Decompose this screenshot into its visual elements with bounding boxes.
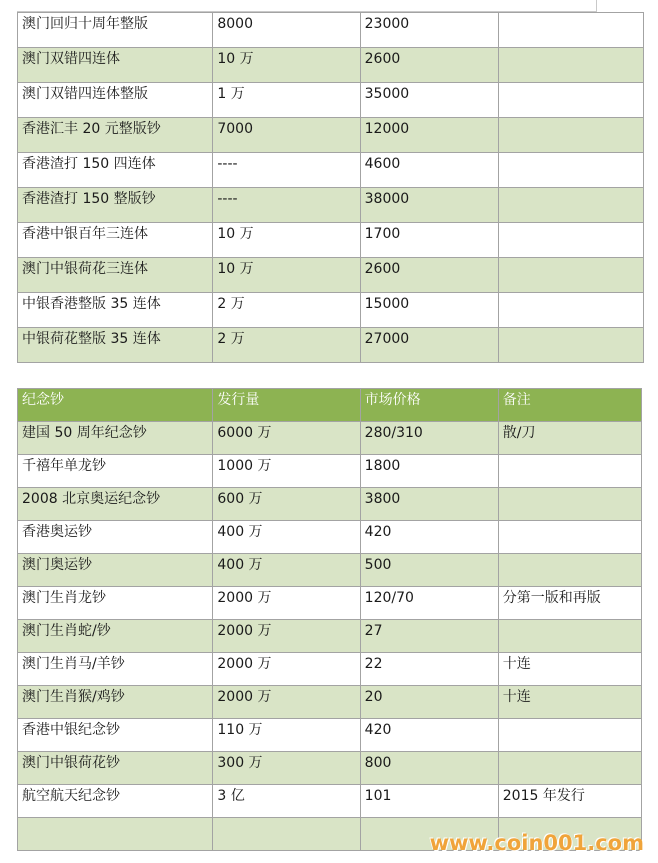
table-cell-price: 27 bbox=[360, 620, 498, 653]
table-cell-price: 23000 bbox=[360, 13, 498, 48]
table-cell-name: 中银荷花整版 35 连体 bbox=[18, 328, 213, 363]
table-cell-name: 2008 北京奥运纪念钞 bbox=[18, 488, 213, 521]
table-cell-issue: 2000 万 bbox=[213, 587, 360, 620]
table-cell-name: 澳门中银荷花三连体 bbox=[18, 258, 213, 293]
table-cell-note: 十连 bbox=[498, 653, 641, 686]
table-cell-price: 500 bbox=[360, 554, 498, 587]
table-cell-issue: 600 万 bbox=[213, 488, 360, 521]
table-cell-issue: 2 万 bbox=[213, 328, 360, 363]
table-row bbox=[18, 587, 642, 620]
table-cell-issue: 2000 万 bbox=[213, 620, 360, 653]
column-header-issue: 发行量 bbox=[213, 389, 360, 422]
table-cell-price: 12000 bbox=[360, 118, 498, 153]
table-cell-name: 航空航天纪念钞 bbox=[18, 785, 213, 818]
table-cell-issue: 10 万 bbox=[213, 48, 360, 83]
table-cell-issue: 2000 万 bbox=[213, 653, 360, 686]
table-cell-price: 1700 bbox=[360, 223, 498, 258]
table-cell-price: 101 bbox=[360, 785, 498, 818]
table-cell-price: 15000 bbox=[360, 293, 498, 328]
table-cell-price: 35000 bbox=[360, 83, 498, 118]
table-cell-name: 中银香港整版 35 连体 bbox=[18, 293, 213, 328]
table-cell-note bbox=[498, 488, 641, 521]
table-row bbox=[18, 521, 642, 554]
table-cell-name: 澳门生肖蛇/钞 bbox=[18, 620, 213, 653]
table-cell-note bbox=[498, 328, 643, 363]
table-cell-price: 2600 bbox=[360, 258, 498, 293]
table-cell-issue: 6000 万 bbox=[213, 422, 360, 455]
table-cell-price: 27000 bbox=[360, 328, 498, 363]
table-row bbox=[18, 422, 642, 455]
table-row bbox=[18, 328, 644, 363]
table-cell-issue: 400 万 bbox=[213, 521, 360, 554]
table-cell-name: 澳门生肖马/羊钞 bbox=[18, 653, 213, 686]
table-cell-price: 420 bbox=[360, 521, 498, 554]
table-cell-price: 120/70 bbox=[360, 587, 498, 620]
table-cell-issue: 400 万 bbox=[213, 554, 360, 587]
table-cell-note bbox=[498, 118, 643, 153]
table-cell-name: 澳门奥运钞 bbox=[18, 554, 213, 587]
table-cell-price: 3800 bbox=[360, 488, 498, 521]
table-cell-issue bbox=[213, 818, 360, 851]
table-cell-note: 十连 bbox=[498, 686, 641, 719]
table-header-row bbox=[18, 389, 642, 422]
table-cell-name: 香港奥运钞 bbox=[18, 521, 213, 554]
table-row bbox=[18, 223, 644, 258]
table-cell-price: 20 bbox=[360, 686, 498, 719]
table-cell-note: 散/刀 bbox=[498, 422, 641, 455]
table-cell-note bbox=[498, 719, 641, 752]
table-cell-issue: 1000 万 bbox=[213, 455, 360, 488]
table-cell-name: 澳门生肖猴/鸡钞 bbox=[18, 686, 213, 719]
table-row bbox=[18, 83, 644, 118]
table-row bbox=[18, 13, 644, 48]
table-cell-price: 800 bbox=[360, 752, 498, 785]
table-row bbox=[18, 455, 642, 488]
table-cell-note bbox=[498, 293, 643, 328]
table-cell-price: 4600 bbox=[360, 153, 498, 188]
table-cell-name: 澳门回归十周年整版 bbox=[18, 13, 213, 48]
table-cell-name: 澳门生肖龙钞 bbox=[18, 587, 213, 620]
table-cell-note bbox=[498, 188, 643, 223]
table-cell-name: 香港渣打 150 四连体 bbox=[18, 153, 213, 188]
table-cell-issue: ---- bbox=[213, 153, 360, 188]
table-cell-name: 香港渣打 150 整版钞 bbox=[18, 188, 213, 223]
table-cell-issue: 2 万 bbox=[213, 293, 360, 328]
table-cell-note bbox=[498, 455, 641, 488]
table-cell-note bbox=[498, 521, 641, 554]
table-cell-issue: 1 万 bbox=[213, 83, 360, 118]
table-cell-name: 香港中银百年三连体 bbox=[18, 223, 213, 258]
table-cell-note bbox=[498, 83, 643, 118]
margin-guide-vertical bbox=[596, 0, 597, 12]
table-cell-issue: ---- bbox=[213, 188, 360, 223]
table-cell-note bbox=[498, 554, 641, 587]
table-row bbox=[18, 293, 644, 328]
table-cell-price: 22 bbox=[360, 653, 498, 686]
table-cell-name: 香港中银纪念钞 bbox=[18, 719, 213, 752]
table-cell-issue: 300 万 bbox=[213, 752, 360, 785]
table-cell-name bbox=[18, 818, 213, 851]
table-row bbox=[18, 48, 644, 83]
table-cell-name: 建国 50 周年纪念钞 bbox=[18, 422, 213, 455]
table-cell-price: 1800 bbox=[360, 455, 498, 488]
table-cell-name: 澳门双错四连体 bbox=[18, 48, 213, 83]
table-cell-issue: 2000 万 bbox=[213, 686, 360, 719]
table-cell-issue: 3 亿 bbox=[213, 785, 360, 818]
site-watermark: www.coin001.com bbox=[429, 831, 644, 855]
table-cell-price: 2600 bbox=[360, 48, 498, 83]
table-cell-price: 38000 bbox=[360, 188, 498, 223]
table-cell-issue: 7000 bbox=[213, 118, 360, 153]
table-row bbox=[18, 620, 642, 653]
table-cell-note: 2015 年发行 bbox=[498, 785, 641, 818]
table-cell-price: 280/310 bbox=[360, 422, 498, 455]
table-row bbox=[18, 686, 642, 719]
table-cell-issue: 110 万 bbox=[213, 719, 360, 752]
table-cell-issue: 8000 bbox=[213, 13, 360, 48]
table-row bbox=[18, 653, 642, 686]
table-cell-note bbox=[498, 258, 643, 293]
table-cell-name: 澳门双错四连体整版 bbox=[18, 83, 213, 118]
banknote-sheet-table bbox=[17, 12, 644, 363]
table-cell-name: 千禧年单龙钞 bbox=[18, 455, 213, 488]
table-row bbox=[18, 188, 644, 223]
table-row bbox=[18, 719, 642, 752]
column-header-price: 市场价格 bbox=[360, 389, 498, 422]
table-cell-issue: 10 万 bbox=[213, 258, 360, 293]
column-header-note: 备注 bbox=[498, 389, 641, 422]
table-row bbox=[18, 488, 642, 521]
page-margin-guides bbox=[0, 0, 658, 12]
table-cell-note: 分第一版和再版 bbox=[498, 587, 641, 620]
table-row bbox=[18, 153, 644, 188]
commemorative-notes-table bbox=[17, 388, 642, 851]
column-header-name: 纪念钞 bbox=[18, 389, 213, 422]
table-row bbox=[18, 118, 644, 153]
table-cell-name: 澳门中银荷花钞 bbox=[18, 752, 213, 785]
table-cell-note bbox=[498, 620, 641, 653]
table-cell-name: 香港汇丰 20 元整版钞 bbox=[18, 118, 213, 153]
table-row bbox=[18, 752, 642, 785]
table-cell-price: 420 bbox=[360, 719, 498, 752]
table-cell-note bbox=[498, 13, 643, 48]
table-cell-note bbox=[498, 153, 643, 188]
table-row bbox=[18, 258, 644, 293]
table-cell-note bbox=[498, 752, 641, 785]
table-row bbox=[18, 554, 642, 587]
table-cell-note bbox=[498, 223, 643, 258]
table-cell-issue: 10 万 bbox=[213, 223, 360, 258]
table-row bbox=[18, 785, 642, 818]
table-cell-note bbox=[498, 48, 643, 83]
